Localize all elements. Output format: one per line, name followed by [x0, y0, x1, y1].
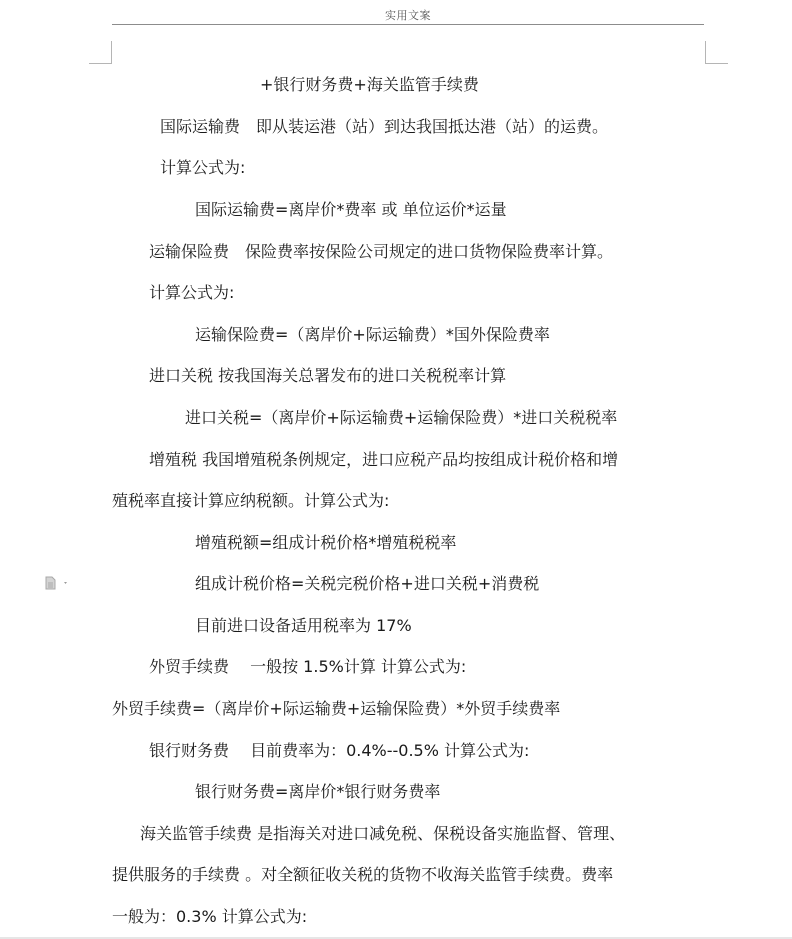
formula-line: 进口关税=（离岸价+际运输费+运输保险费）*进口关税税率 — [185, 408, 618, 427]
dropdown-arrow-icon — [64, 582, 67, 584]
formula-line: 运输保险费=（离岸价+际运输费）*国外保险费率 — [195, 325, 550, 344]
page-corner-mark-left — [89, 41, 112, 64]
formula-line: 外贸手续费=（离岸价+际运输费+运输保险费）*外贸手续费率 — [112, 699, 561, 718]
text-line: 进口关税 按我国海关总署发布的进口关税税率计算 — [149, 366, 507, 385]
text-line: 一般为：0.3% 计算公式为: — [112, 907, 308, 926]
document-icon — [44, 576, 70, 590]
page-corner-mark-right — [705, 41, 728, 64]
document-margin-icon[interactable] — [44, 575, 70, 589]
formula-line: 国际运输费=离岸价*费率 或 单位运价*运量 — [195, 200, 507, 219]
formula-line: 银行财务费=离岸价*银行财务费率 — [195, 782, 441, 801]
text-line: 殖税率直接计算应纳税额。计算公式为: — [112, 491, 390, 510]
text-line: 海关监管手续费 是指海关对进口减免税、保税设备实施监督、管理、 — [140, 824, 626, 843]
text-line: +银行财务费+海关监管手续费 — [260, 75, 479, 94]
text-line: 银行财务费 目前费率为：0.4%--0.5% 计算公式为: — [149, 741, 530, 760]
text-line: 运输保险费 保险费率按保险公司规定的进口货物保险费率计算。 — [149, 242, 614, 261]
page-header — [112, 0, 704, 25]
text-line: 外贸手续费 一般按 1.5%计算 计算公式为: — [149, 657, 467, 676]
text-line: 计算公式为: — [160, 158, 246, 177]
text-line: 目前进口设备适用税率为 17% — [195, 616, 412, 635]
header-title: 实用文案 — [385, 9, 431, 22]
text-line: 计算公式为: — [149, 283, 235, 302]
formula-line: 组成计税价格=关税完税价格+进口关税+消费税 — [195, 574, 540, 593]
text-line: 提供服务的手续费 。对全额征收关税的货物不收海关监管手续费。费率 — [112, 865, 614, 884]
text-line: 国际运输费 即从装运港（站）到达我国抵达港（站）的运费。 — [160, 117, 609, 136]
text-line: 增殖税 我国增殖税条例规定，进口应税产品均按组成计税价格和增 — [149, 450, 619, 469]
formula-line: 增殖税额=组成计税价格*增殖税税率 — [195, 533, 457, 552]
